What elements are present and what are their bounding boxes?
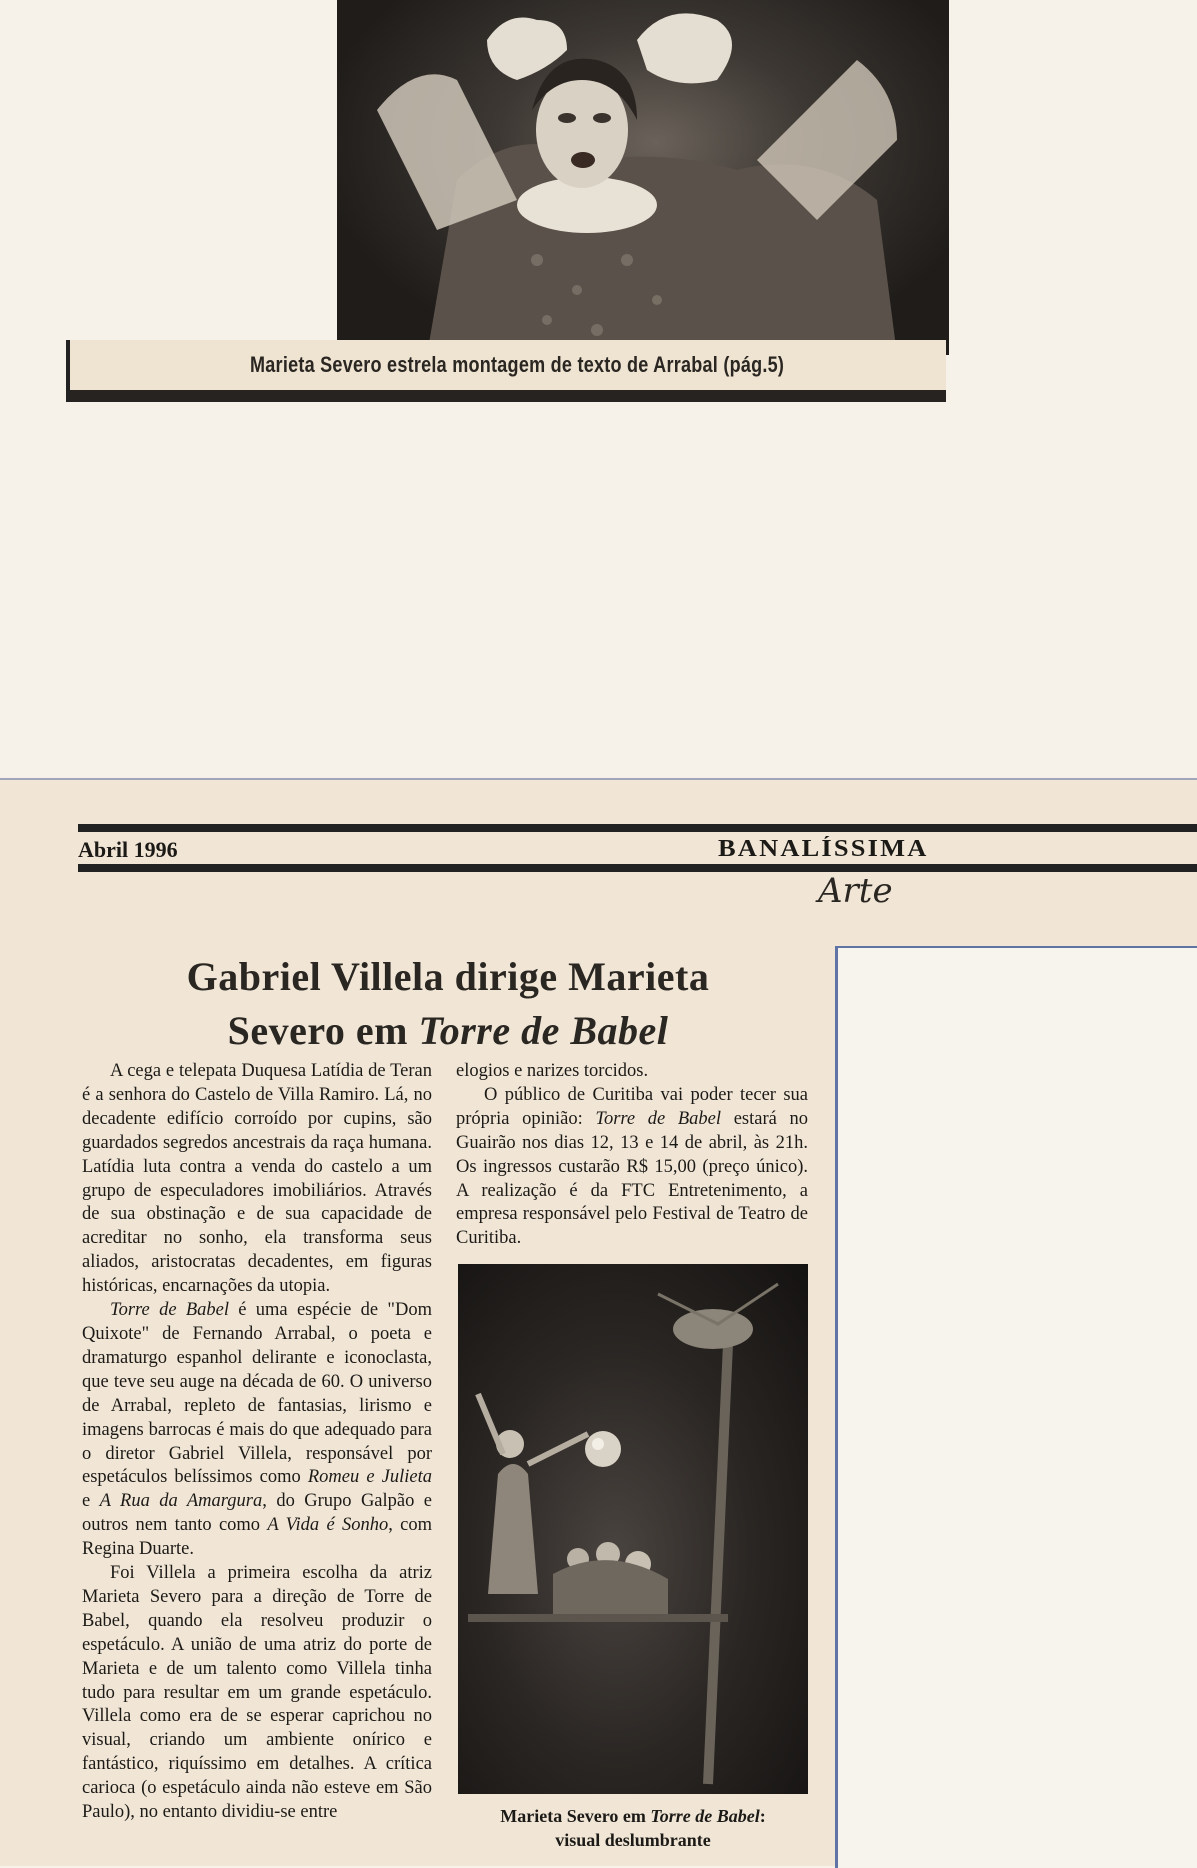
article-headline — [78, 950, 818, 1058]
clipping-edge — [0, 778, 1197, 780]
headline-line-2-start: Severo em — [227, 1008, 419, 1053]
masthead-rule-top — [78, 824, 1197, 832]
p2-text-c: , do Grupo Galpão e outros nem tanto como — [82, 1491, 433, 1536]
blank-paper-panel — [835, 946, 1197, 1868]
photo-caption-text-a: Marieta Severo em — [500, 1806, 651, 1826]
top-caption-rule — [70, 390, 946, 402]
p2-text-a: é uma espécie de "Dom Quixote" de Fernando Arrabal, o poeta e dramaturgo espanhol delirante e iconoclasta, que teve seu auge na década de 60. O universo de Arrabal, repleto de fantasias, lirismo e imagens barrocas é mais do que adequado para o diretor Gabriel Villela, responsável por espetáculos belíssimos como — [82, 1300, 432, 1488]
paragraph-1: A cega e telepata Duquesa Latídia de Teran é a senhora do Castelo de Villa Ramiro. Lá, no decadente edifício corroído por cupins, são guardados segredos ancestrais da raça humana. Latídia luta contra a venda do castelo a um grupo de especuladores imobiliários. Através de sua obstinação e de sua capacidade de acreditar no sonho, ela transforma seus aliados, aristocratas decadentes, em figuras históricas, encarnações da utopia. — [82, 1061, 432, 1297]
headline-line-2 — [78, 1004, 818, 1058]
top-caption: Marieta Severo estrela montagem de texto de Arrabal (pág.5) — [250, 352, 785, 377]
section-subtitle: Arte — [818, 871, 893, 911]
paragraph-curitiba — [456, 1084, 808, 1251]
title-torre-de-babel: Torre de Babel — [110, 1300, 229, 1321]
paragraph-continued: elogios e narizes torcidos. — [456, 1061, 649, 1081]
title-romeu-e-julieta: Romeu e Julieta — [307, 1467, 432, 1488]
p2-text-b: e — [82, 1491, 100, 1512]
headline-line-1: Gabriel Villela dirige Marieta — [186, 954, 710, 999]
newspaper-clipping — [0, 778, 1197, 1866]
photo-stage-scene — [458, 1264, 808, 1794]
top-caption-strip — [66, 340, 946, 402]
photo-caption-title: Torre de Babel — [650, 1806, 760, 1826]
paragraph-3: Foi Villela a primeira escolha da atriz Marieta Severo para a direção de Torre de Babel, quando ela resolveu produzir o espetáculo. A união de uma atriz do porte de Marieta e de um talento como Villela tinha tudo para resultar em um grande espetáculo. Villela como era de se esperar caprichou no visual, criando um ambiente onírico e fantástico, riquíssimo em detalhes. A crítica carioca (o espetáculo ainda não esteve em São Paulo), no entanto dividiu-se entre — [82, 1563, 432, 1823]
curitiba-text-a: O público de Curitiba vai poder tecer sua própria opinião: — [456, 1084, 808, 1129]
photo-caption — [458, 1804, 808, 1852]
photo-caption-text-b: : — [759, 1806, 766, 1826]
section-name: BANALÍSSIMA — [718, 836, 929, 862]
photo-marieta-severo-portrait — [337, 0, 949, 355]
p2-text-d: , com Regina Duarte. — [82, 1515, 432, 1560]
title-a-vida-e-sonho: A Vida é Sonho — [267, 1515, 389, 1536]
photo-caption-line-1 — [458, 1804, 808, 1828]
article-column-right — [456, 1060, 808, 1251]
title-a-rua-da-amargura: A Rua da Amargura — [99, 1491, 263, 1512]
photo-caption-line-2: visual deslumbrante — [555, 1830, 711, 1850]
issue-date: Abril 1996 — [78, 837, 178, 862]
paragraph-2 — [82, 1299, 432, 1562]
title-torre-de-babel-2: Torre de Babel — [595, 1108, 722, 1129]
portrait-illustration — [337, 0, 949, 355]
stage-illustration — [458, 1264, 808, 1794]
article-column-left — [82, 1060, 432, 1825]
headline-title: Torre de Babel — [418, 1008, 669, 1053]
curitiba-text-b: estará no Guairão nos dias 12, 13 e 14 de abril, às 21h. Os ingressos custarão R$ 15,00 (preço único). A realização é da FTC Entretenimento, a empresa responsável pelo Festival de Teatro de Curitiba. — [456, 1108, 808, 1249]
masthead-rule-bottom — [78, 864, 1197, 872]
